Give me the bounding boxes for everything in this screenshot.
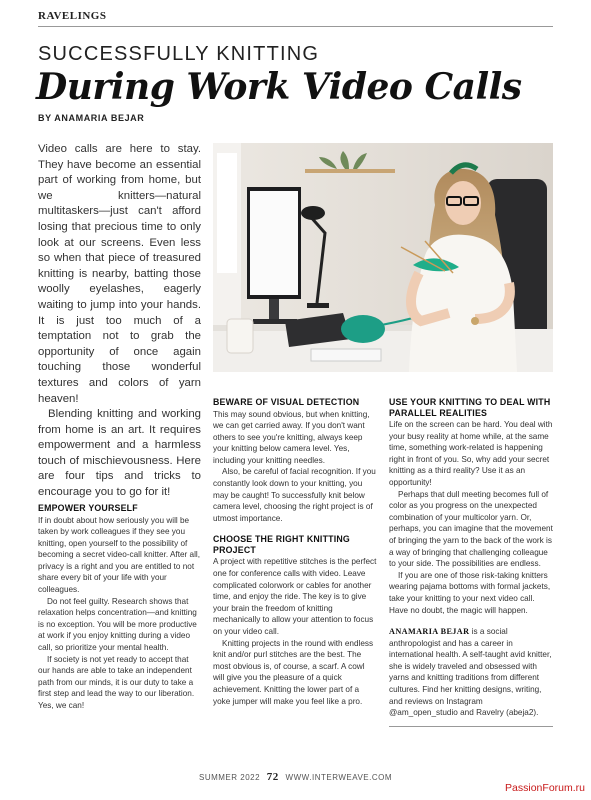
body-paragraph: If society is not yet ready to accept that our hands are able to take an independent path from our minds, it is our duty to take a first step and lead the way to our liberation. Yes, we can! bbox=[38, 654, 195, 710]
author-bio bbox=[389, 626, 553, 719]
lead-intro bbox=[38, 142, 201, 501]
section-heading: BEWARE OF VISUAL DETECTION bbox=[213, 397, 360, 407]
section-heading: CHOOSE THE RIGHT KNITTING PROJECT bbox=[213, 534, 350, 555]
body-paragraph: Knitting projects in the round with endless knit and/or purl stitches are the best. The most obvious is, of course, a scarf. A cowl will give you the pleasure of a quick achievement. Knitting the lower part of a yoke jumper will make you feel like a pro. bbox=[213, 638, 374, 706]
section-heading: EMPOWER YOURSELF bbox=[38, 503, 138, 513]
body-paragraph: Perhaps that dull meeting becomes full of color as you progress on the unexpected combination of your multicolor yarn. Or, perhaps, you can imagine that the movement of bringing the yarn to the back of the work is a way of bringing that challenging colleague to your side. The possibilities are endless. bbox=[389, 489, 553, 569]
author-bio-text: is a social anthropologist and has a career in international health. A self-taught avid knitter, she is widely traveled and obsessed with yarns and knitting traditions from different cultures. Find her knitting designs, writing, and reviews on Instagram @am_open_studio and Ravelry (abeja2). bbox=[389, 627, 552, 718]
article-kicker: SUCCESSFULLY KNITTING bbox=[38, 43, 320, 65]
top-rule bbox=[38, 26, 553, 27]
bio-rule bbox=[389, 726, 553, 727]
body-paragraph: A project with repetitive stitches is the perfect one for conference calls with video. Leave complicated colorwork or cables for another time, and enjoy the ride. The key is to give your brain the freedom of knitting mechanically to allow your attention to focus on your video call. bbox=[213, 557, 377, 636]
page-footer bbox=[0, 771, 591, 783]
column-middle bbox=[213, 397, 377, 707]
column-empower bbox=[38, 503, 201, 712]
body-paragraph: This may sound obvious, but when knitting, we can get carried away. If you don't want others to see you're knitting, always keep your knitting below camera level. Yes, including your knitting needles. bbox=[213, 409, 370, 465]
lead-paragraph: Blending knitting and working from home is an art. It requires empowerment and a harmless touch of mischievousness. Here are four tips and tricks to encourage you to go for it! bbox=[38, 408, 201, 499]
byline: BY ANAMARIA BEJAR bbox=[38, 113, 145, 123]
body-paragraph: Also, be careful of facial recognition. If you constantly look down to your knitting, you may be caught! To successfully knit below camera level, choosing the right project is of utmost importance. bbox=[213, 467, 376, 523]
site-url: WWW.INTERWEAVE.COM bbox=[285, 773, 393, 782]
body-paragraph: If in doubt about how seriously you will be taken by work colleagues if they see you knitting, open yourself to the possibility of becoming a secret video-call knitter. After all, privacy is a right and you are entitled to not share every bit of your life with your colleagues. bbox=[38, 515, 201, 595]
section-tag: RAVELINGS bbox=[38, 10, 107, 22]
column-right bbox=[389, 397, 553, 727]
issue-label: SUMMER 2022 bbox=[198, 773, 261, 782]
body-paragraph: Do not feel guilty. Research shows that relaxation helps concentration—and knitting is no exception. You will be more productive at work if you enjoy knitting during a video call, so prioritize your mental health. bbox=[38, 596, 197, 653]
body-paragraph: If you are one of those risk-taking knitters wearing pajama bottoms with formal jackets, take your knitting to your next video call. Have no doubt, the magic will happen. bbox=[389, 570, 551, 615]
lead-paragraph: Video calls are here to stay. They have become an essential part of working from home, but we knitters—natural multitaskers—just can't afford losing that precious time to only look at our screens. Even less so when that piece of treasured knitting is nearby, batting those woolly eyelashes, eagerly waiting to jump into your hands. It is just too much of a temptation not to grab the opportunity of once again touching those wonderful textures and colors of yarn heaven! bbox=[38, 143, 201, 405]
article-title: During Work Video Calls bbox=[36, 66, 522, 108]
watermark: PassionForum.ru bbox=[505, 782, 585, 794]
author-name: ANAMARIA BEJAR bbox=[389, 627, 470, 637]
page-number: 72 bbox=[266, 771, 279, 783]
body-paragraph: Life on the screen can be hard. You deal with your busy reality at home while, at the same time, something work-related is happening right in front of you. So, why add your secret knitting as a third reality? Use it as an opportunity! bbox=[389, 420, 553, 487]
section-heading: USE YOUR KNITTING TO DEAL WITH PARALLEL REALITIES bbox=[389, 397, 551, 418]
article-photo bbox=[213, 143, 553, 372]
